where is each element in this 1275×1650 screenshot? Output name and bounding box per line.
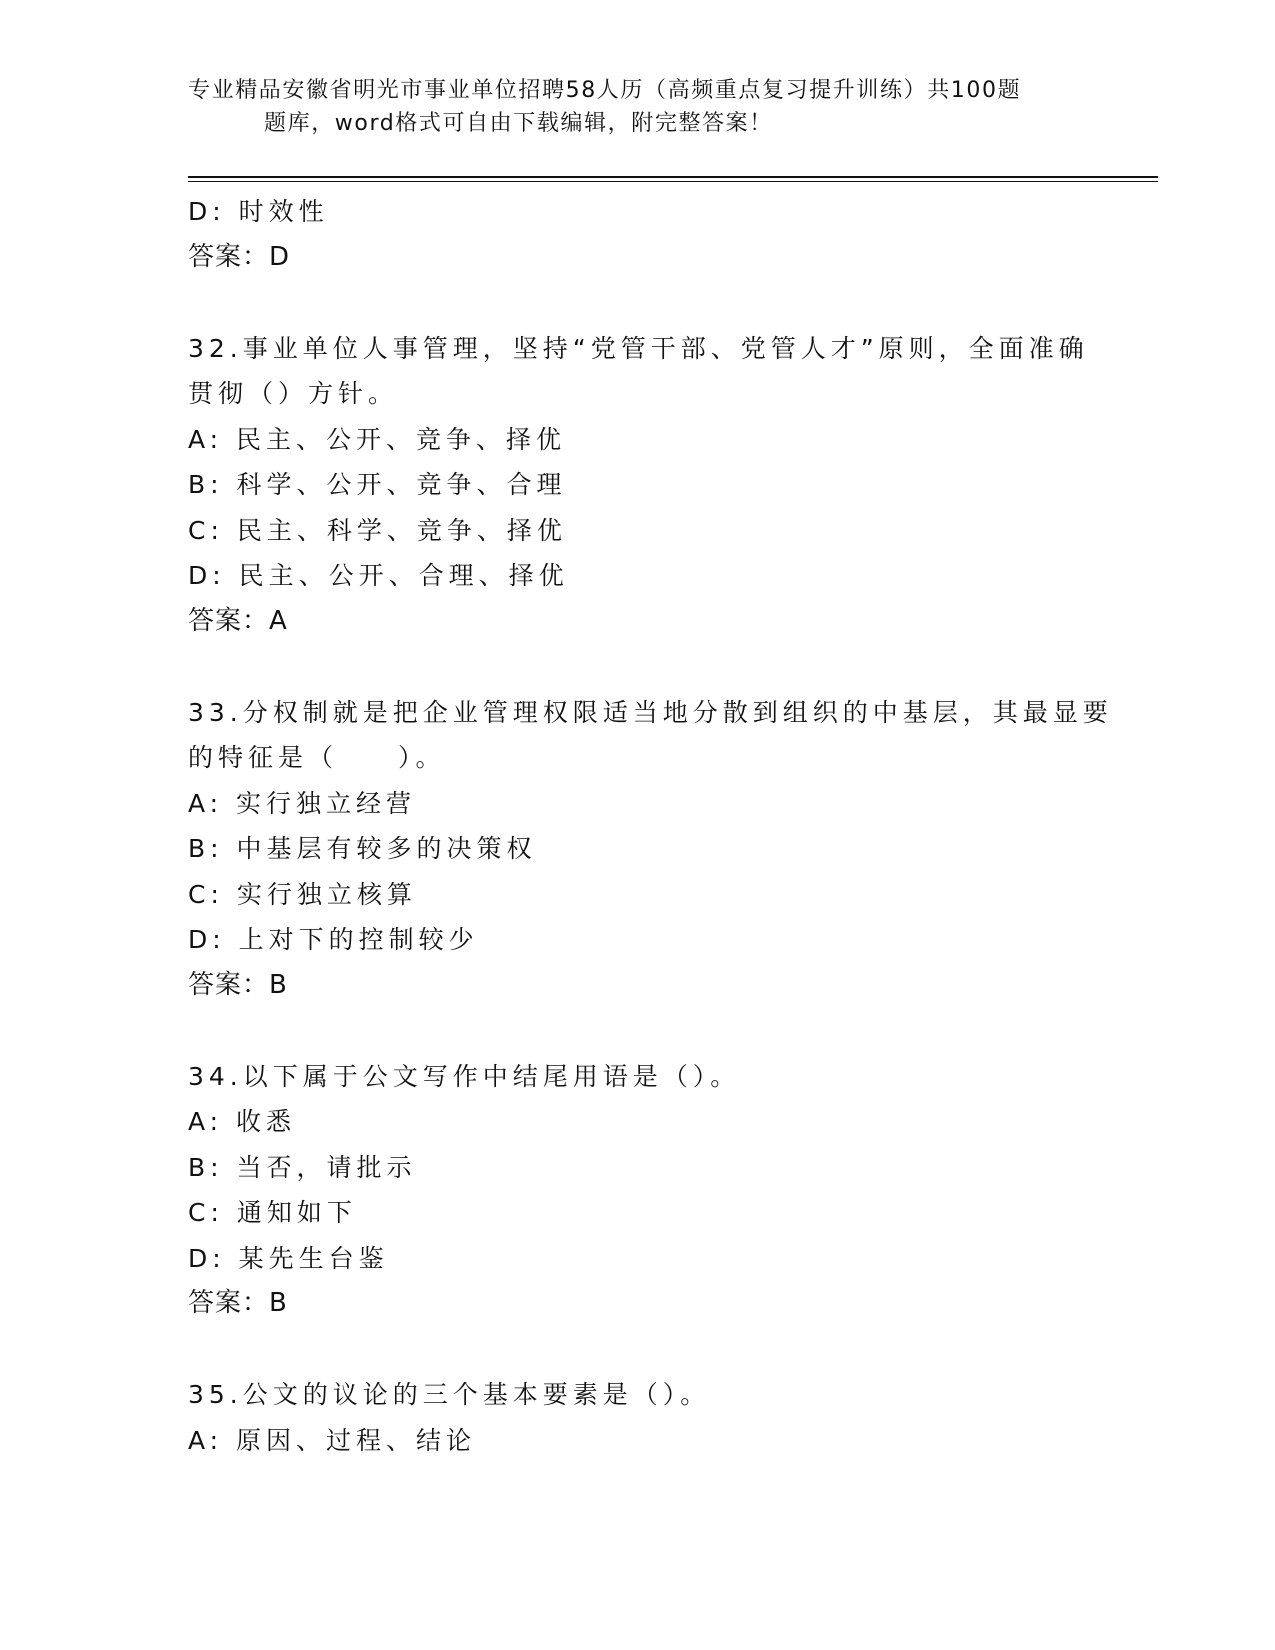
option-b: B: 科学、公开、竞争、合理 — [188, 470, 567, 499]
question-stem: 33.分权制就是把企业管理权限适当地分散到组织的中基层，其最显要 — [188, 697, 1113, 727]
option-d: D: 某先生台鉴 — [188, 1243, 389, 1273]
option-a: A: 收悉 — [188, 1107, 297, 1136]
question-list — [188, 189, 1113, 1463]
spacer — [188, 1008, 1088, 1054]
question-stem-continued: 的特征是（ ）。 — [188, 743, 446, 772]
question-block-34 — [188, 1054, 1088, 1327]
option-c: C: 民主、科学、竞争、择优 — [188, 515, 567, 545]
option-c: C: 通知如下 — [188, 1198, 357, 1227]
option-b: B: 中基层有较多的决策权 — [188, 834, 537, 863]
page-header — [188, 74, 1088, 140]
question-stem-continued: 贯彻（）方针。 — [188, 379, 399, 408]
question-block-33 — [188, 690, 1113, 1009]
option-a: A: 实行独立经营 — [188, 788, 417, 818]
option-a: A: 民主、公开、竞争、择优 — [188, 424, 567, 454]
option-d: D: 民主、公开、合理、择优 — [188, 561, 569, 590]
answer-line: 答案：B — [188, 1288, 288, 1318]
spacer — [188, 644, 1088, 690]
spacer — [188, 1327, 1088, 1373]
question-stem: 35.公文的议论的三个基本要素是（）。 — [188, 1380, 711, 1409]
question-stem: 32.事业单位人事管理，坚持“党管干部、党管人才”原则，全面准确 — [188, 333, 1089, 363]
question-block-31-tail — [188, 189, 1088, 280]
header-title-line1: 专业精品安徽省明光市事业单位招聘58人历（高频重点复习提升训练）共100题 — [188, 78, 1022, 103]
question-stem: 34.以下属于公文写作中结尾用语是（）。 — [188, 1061, 741, 1091]
option-c: C: 实行独立核算 — [188, 879, 417, 909]
option-d: D: 时效性 — [188, 197, 329, 226]
question-block-35 — [188, 1372, 1088, 1463]
answer-line: 答案：D — [188, 241, 291, 272]
option-b: B: 当否，请批示 — [188, 1152, 417, 1182]
header-title-line2: 题库，word格式可自由下载编辑，附完整答案！ — [264, 111, 773, 136]
option-d: D: 上对下的控制较少 — [188, 925, 479, 954]
answer-line: 答案：B — [188, 969, 288, 1000]
option-a: A: 原因、过程、结论 — [188, 1425, 477, 1455]
answer-line: 答案：A — [188, 605, 288, 636]
question-block-32 — [188, 326, 1088, 645]
header-divider-thin — [188, 181, 1158, 182]
spacer — [188, 280, 1088, 326]
header-divider-thick — [188, 176, 1158, 178]
